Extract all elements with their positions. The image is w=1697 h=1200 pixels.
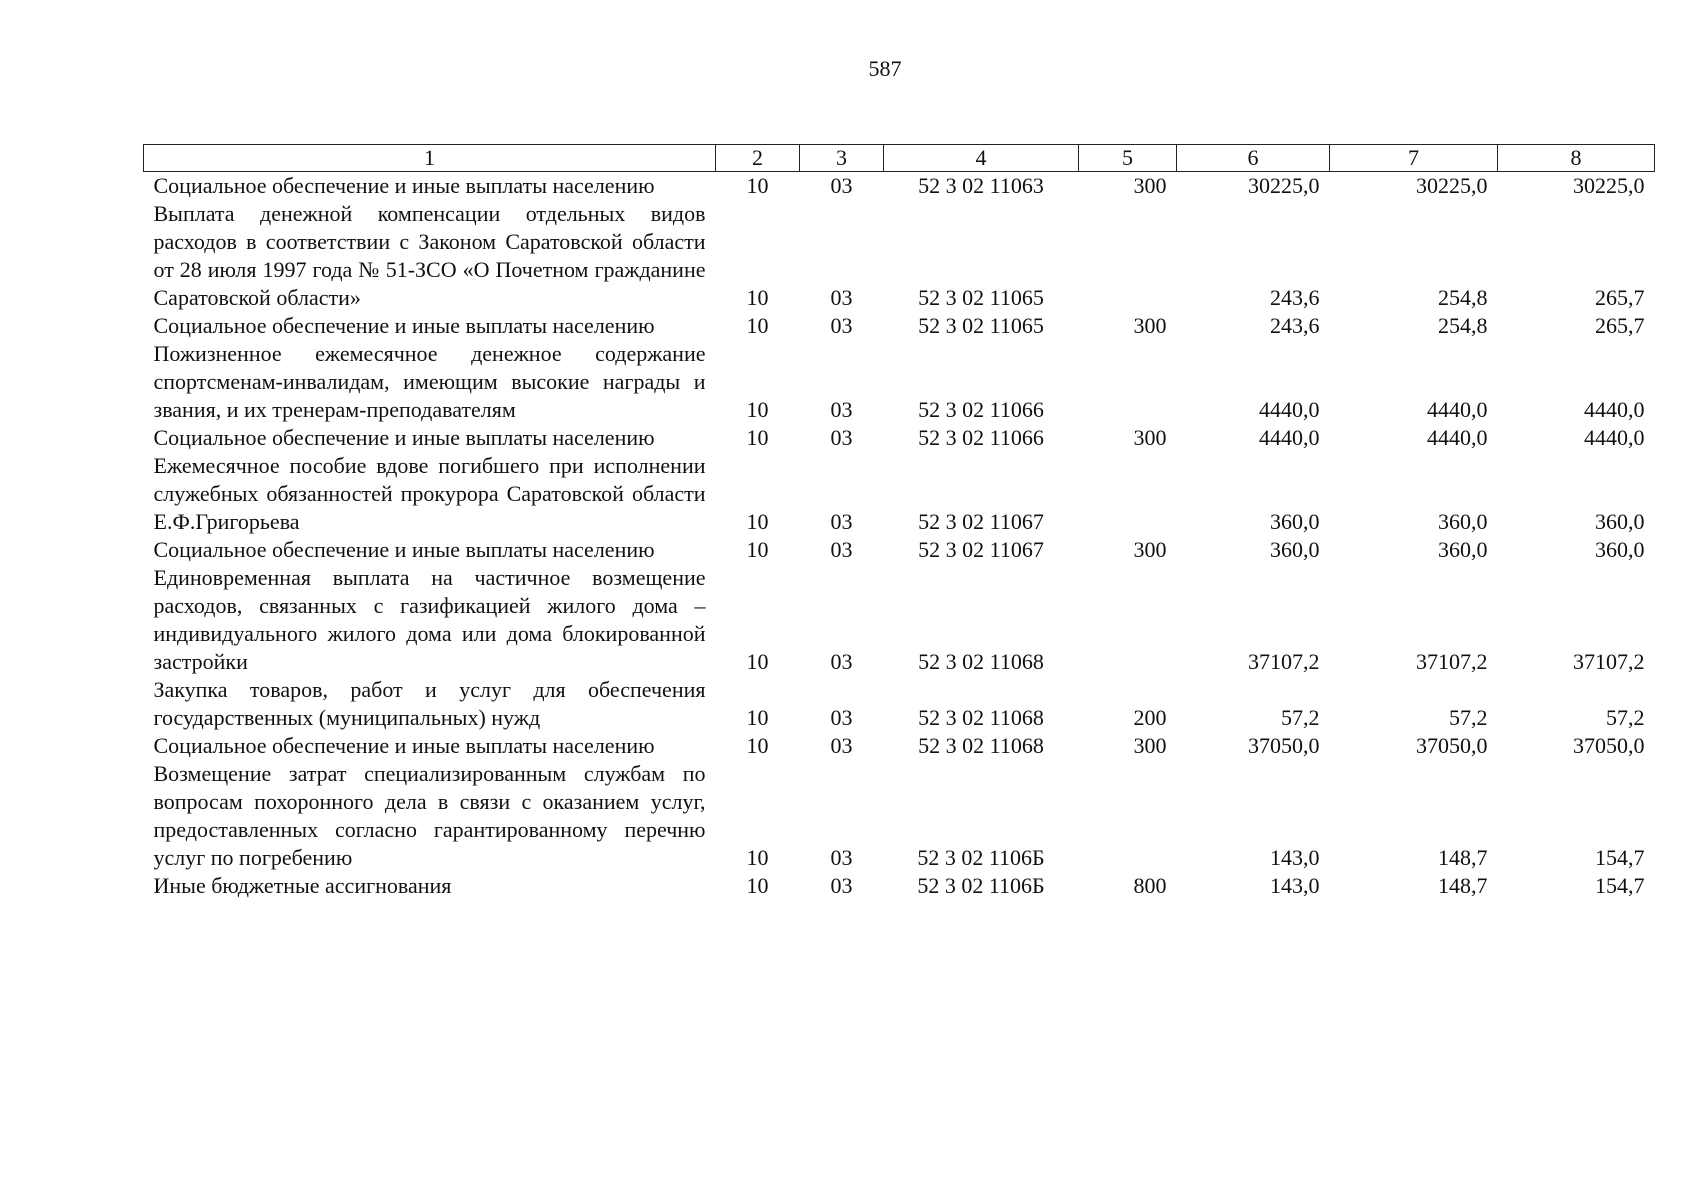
row-subsection-code: 03 xyxy=(830,845,853,870)
table-row xyxy=(144,872,1655,900)
header-col-1: 1 xyxy=(144,145,716,172)
row-amount-col6: 37107,2 xyxy=(1248,649,1320,674)
row-amount-col7: 37050,0 xyxy=(1416,733,1488,758)
row-amount-col6: 30225,0 xyxy=(1248,173,1320,198)
row-amount-col7: 30225,0 xyxy=(1416,173,1488,198)
table-row xyxy=(144,732,1655,760)
row-subsection-code: 03 xyxy=(830,285,853,310)
row-subsection-code: 03 xyxy=(830,509,853,534)
row-amount-col6: 143,0 xyxy=(1270,845,1320,870)
row-amount-col8: 30225,0 xyxy=(1573,173,1645,198)
row-target-article: 52 3 02 11068 xyxy=(918,649,1044,674)
row-target-article: 52 3 02 11066 xyxy=(918,425,1044,450)
row-target-article: 52 3 02 11063 xyxy=(918,173,1044,198)
row-description: Социальное обеспечение и иные выплаты населению xyxy=(153,537,655,562)
table-row xyxy=(144,676,1655,732)
row-section-code: 10 xyxy=(746,397,769,422)
budget-table xyxy=(143,144,1655,900)
row-expense-type xyxy=(1079,200,1177,312)
row-amount-col8: 4440,0 xyxy=(1584,397,1645,422)
header-col-5: 5 xyxy=(1079,145,1177,172)
table-row xyxy=(144,312,1655,340)
row-amount-col7: 254,8 xyxy=(1438,313,1488,338)
row-amount-col8: 154,7 xyxy=(1595,845,1645,870)
row-subsection-code: 03 xyxy=(830,649,853,674)
table-row xyxy=(144,424,1655,452)
row-amount-col8: 265,7 xyxy=(1595,285,1645,310)
row-expense-type xyxy=(1079,452,1177,536)
table-row xyxy=(144,452,1655,536)
row-target-article: 52 3 02 11068 xyxy=(918,705,1044,730)
row-expense-type: 300 xyxy=(1133,313,1167,338)
row-description: Социальное обеспечение и иные выплаты населению xyxy=(153,425,655,450)
row-description: Единовременная выплата на частичное возмещение расходов, связанных с газификацией жилого дома – индивидуального жилого дома или дома блокированной застройки xyxy=(153,565,706,674)
row-amount-col6: 360,0 xyxy=(1270,509,1320,534)
header-col-2: 2 xyxy=(716,145,800,172)
row-amount-col8: 37107,2 xyxy=(1573,649,1645,674)
row-expense-type: 300 xyxy=(1133,173,1167,198)
row-amount-col7: 360,0 xyxy=(1438,509,1488,534)
header-row xyxy=(144,145,1655,172)
row-amount-col8: 360,0 xyxy=(1595,509,1645,534)
row-amount-col7: 37107,2 xyxy=(1416,649,1488,674)
row-section-code: 10 xyxy=(746,873,769,898)
table-row xyxy=(144,564,1655,676)
header-col-7: 7 xyxy=(1330,145,1498,172)
row-section-code: 10 xyxy=(746,425,769,450)
row-description: Пожизненное ежемесячное денежное содержание спортсменам-инвалидам, имеющим высокие награды и звания, и их тренерам-преподавателям xyxy=(153,341,706,422)
page-number: 587 xyxy=(868,56,902,81)
row-subsection-code: 03 xyxy=(830,705,853,730)
row-amount-col7: 360,0 xyxy=(1438,537,1488,562)
row-amount-col8: 154,7 xyxy=(1595,873,1645,898)
row-section-code: 10 xyxy=(746,285,769,310)
row-amount-col6: 57,2 xyxy=(1281,705,1320,730)
row-target-article: 52 3 02 11066 xyxy=(918,397,1044,422)
row-description: Иные бюджетные ассигнования xyxy=(153,873,452,898)
row-expense-type: 300 xyxy=(1133,733,1167,758)
row-section-code: 10 xyxy=(746,649,769,674)
row-description: Выплата денежной компенсации отдельных видов расходов в соответствии с Законом Саратовской области от 28 июля 1997 года № 51-ЗСО «О Почетном гражданине Саратовской области» xyxy=(153,201,706,310)
row-description: Социальное обеспечение и иные выплаты населению xyxy=(153,313,655,338)
row-amount-col7: 57,2 xyxy=(1449,705,1488,730)
row-amount-col8: 4440,0 xyxy=(1584,425,1645,450)
row-amount-col7: 148,7 xyxy=(1438,845,1488,870)
row-amount-col7: 4440,0 xyxy=(1427,397,1488,422)
row-subsection-code: 03 xyxy=(830,397,853,422)
row-amount-col7: 254,8 xyxy=(1438,285,1488,310)
header-col-8: 8 xyxy=(1498,145,1655,172)
header-col-4: 4 xyxy=(884,145,1079,172)
row-section-code: 10 xyxy=(746,313,769,338)
row-amount-col6: 243,6 xyxy=(1270,285,1320,310)
row-expense-type xyxy=(1079,564,1177,676)
row-target-article: 52 3 02 11065 xyxy=(918,285,1044,310)
row-section-code: 10 xyxy=(746,509,769,534)
row-expense-type xyxy=(1079,340,1177,424)
row-expense-type: 800 xyxy=(1133,873,1167,898)
row-subsection-code: 03 xyxy=(830,173,853,198)
row-subsection-code: 03 xyxy=(830,537,853,562)
row-target-article: 52 3 02 11068 xyxy=(918,733,1044,758)
row-subsection-code: 03 xyxy=(830,313,853,338)
row-expense-type: 300 xyxy=(1133,537,1167,562)
table-row xyxy=(144,200,1655,312)
table-row xyxy=(144,172,1655,201)
row-amount-col6: 143,0 xyxy=(1270,873,1320,898)
row-expense-type xyxy=(1079,760,1177,872)
row-amount-col6: 37050,0 xyxy=(1248,733,1320,758)
row-target-article: 52 3 02 11067 xyxy=(918,537,1044,562)
header-col-6: 6 xyxy=(1177,145,1330,172)
row-target-article: 52 3 02 11065 xyxy=(918,313,1044,338)
row-description: Возмещение затрат специализированным службам по вопросам похоронного дела в связи с оказанием услуг, предоставленных согласно гарантированному перечню услуг по погребению xyxy=(153,761,706,870)
row-description: Закупка товаров, работ и услуг для обеспечения государственных (муниципальных) нужд xyxy=(153,677,706,730)
row-amount-col8: 37050,0 xyxy=(1573,733,1645,758)
row-section-code: 10 xyxy=(746,537,769,562)
row-target-article: 52 3 02 11067 xyxy=(918,509,1044,534)
row-amount-col6: 360,0 xyxy=(1270,537,1320,562)
row-section-code: 10 xyxy=(746,705,769,730)
row-subsection-code: 03 xyxy=(830,873,853,898)
table-row xyxy=(144,340,1655,424)
row-section-code: 10 xyxy=(746,173,769,198)
row-expense-type: 300 xyxy=(1133,425,1167,450)
table-body xyxy=(144,172,1655,901)
table-row xyxy=(144,536,1655,564)
row-amount-col7: 148,7 xyxy=(1438,873,1488,898)
row-subsection-code: 03 xyxy=(830,425,853,450)
row-target-article: 52 3 02 1106Б xyxy=(917,873,1045,898)
row-description: Социальное обеспечение и иные выплаты населению xyxy=(153,173,655,198)
row-amount-col8: 360,0 xyxy=(1595,537,1645,562)
row-amount-col6: 243,6 xyxy=(1270,313,1320,338)
header-col-3: 3 xyxy=(800,145,884,172)
table-row xyxy=(144,760,1655,872)
row-amount-col6: 4440,0 xyxy=(1259,397,1320,422)
row-amount-col7: 4440,0 xyxy=(1427,425,1488,450)
row-section-code: 10 xyxy=(746,733,769,758)
row-subsection-code: 03 xyxy=(830,733,853,758)
row-target-article: 52 3 02 1106Б xyxy=(917,845,1045,870)
row-amount-col6: 4440,0 xyxy=(1259,425,1320,450)
row-description: Ежемесячное пособие вдове погибшего при исполнении служебных обязанностей прокурора Саратовской области Е.Ф.Григорьева xyxy=(153,453,706,534)
row-section-code: 10 xyxy=(746,845,769,870)
row-amount-col8: 57,2 xyxy=(1606,705,1645,730)
row-amount-col8: 265,7 xyxy=(1595,313,1645,338)
row-expense-type: 200 xyxy=(1133,705,1167,730)
row-description: Социальное обеспечение и иные выплаты населению xyxy=(153,733,655,758)
